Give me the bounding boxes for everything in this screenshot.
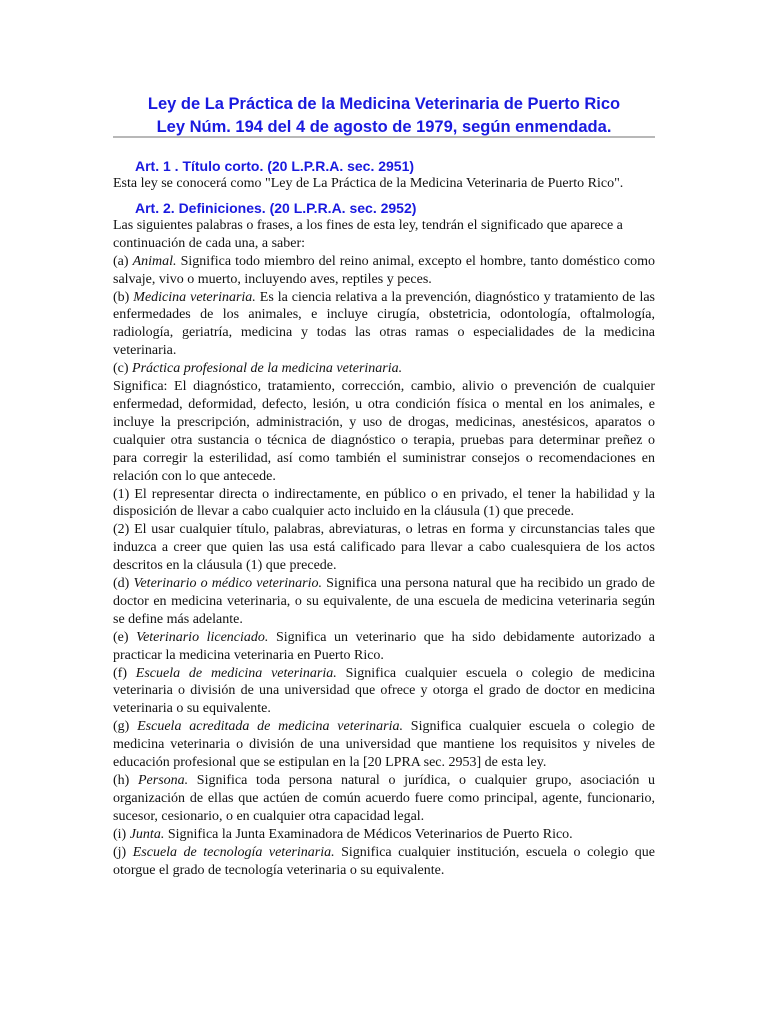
definition-b <box>113 289 655 361</box>
definition-prefix: (g) <box>113 719 138 735</box>
definition-text: Significa cualquier institución, escuela o colegio que otorgue el grado de tecnología veterinaria o su equivalente. <box>113 844 655 878</box>
definition-c-meaning: Significa: El diagnóstico, tratamiento, corrección, cambio, alivio o prevención de cualquier enfermedad, deformidad, defecto, lesión, u otra condición física o mental en los animales, e incluye la prescripción, administración, y uso de drogas, medicinas, anestésicos, aparatos o cualquier otra sustancia o técnica de diagnóstico o terapia, pruebas para determinar preñez o para corregir la esterilidad, así como también el suministrar consejos o recomendaciones en relación con lo que antecede. <box>113 379 655 484</box>
definition-text: Significa todo miembro del reino animal, excepto el hombre, tanto doméstico como salvaje, vivo o muerto, incluyendo aves, reptiles y peces. <box>113 253 655 287</box>
definition-term: Animal. <box>132 253 177 269</box>
definition-prefix: (c) <box>113 361 133 377</box>
definition-j <box>113 844 655 880</box>
definition-prefix: (j) <box>113 844 133 860</box>
title-line-2: Ley Núm. 194 del 4 de agosto de 1979, según enmendada. <box>156 118 612 136</box>
definition-text: Significa cualquier escuela o colegio de medicina veterinaria o división de una universidad que mantiene los requisitos y niveles de educación profesional que se estipulan en la [20 LPRA sec. 2953] de esta ley. <box>113 719 655 771</box>
definition-prefix: (b) <box>113 289 134 305</box>
definition-c-clause-1: (1) El representar directa o indirectamente, en público o en privado, el tener la habilidad y la disposición de llevar a cabo cualquier acto incluido en la cláusula (1) que precede. <box>113 486 655 520</box>
definition-d <box>113 575 655 629</box>
definition-c <box>113 360 655 378</box>
definition-term: Junta. <box>129 826 165 842</box>
definition-f <box>113 665 655 719</box>
definition-c-clause-2: (2) El usar cualquier título, palabras, abreviaturas, o letras en forma y circunstancias tales que induzca a creer que quien las usa está calificado para llevar a cabo cualesquiera de los actos descritos en la cláusula (1) que precede. <box>113 522 655 574</box>
definition-term: Medicina veterinaria. <box>133 289 256 305</box>
definition-text: Es la ciencia relativa a la prevención, diagnóstico y tratamiento de las enfermedades de los animales, e incluye cirugía, obstetricia, odontología, oftalmología, radiología, geriatría, medicina y todas las otras ramas o especialidades de la medicina veterinaria. <box>113 289 655 359</box>
article-2-intro: Las siguientes palabras o frases, a los fines de esta ley, tendrán el significado que aparece a continuación de cada una, a saber: <box>113 217 623 251</box>
article-1-text: Esta ley se conocerá como "Ley de La Práctica de la Medicina Veterinaria de Puerto Rico". <box>113 176 624 191</box>
definition-prefix: (h) <box>113 773 138 788</box>
definition-term: Escuela de medicina veterinaria. <box>135 665 337 681</box>
definition-text: Significa un veterinario que ha sido debidamente autorizado a practicar la medicina veterinaria en Puerto Rico. <box>113 629 655 663</box>
definition-prefix: (d) <box>113 576 134 592</box>
definition-prefix: (a) <box>113 253 133 269</box>
definition-term: Práctica profesional de la medicina veterinaria. <box>132 361 403 377</box>
title-line-1: Ley de La Práctica de la Medicina Veterinaria de Puerto Rico <box>147 95 621 113</box>
title-divider <box>113 136 655 138</box>
definition-a <box>113 253 655 289</box>
article-2-heading: Art. 2. Definiciones. (20 L.P.R.A. sec. 2952) <box>135 199 417 216</box>
definition-h <box>113 772 655 826</box>
definition-prefix: (e) <box>113 629 137 645</box>
definition-term: Escuela de tecnología veterinaria. <box>132 844 335 860</box>
article-1-heading: Art. 1 . Título corto. (20 L.P.R.A. sec. 2951) <box>135 158 415 174</box>
definition-text: Significa la Junta Examinadora de Médicos Veterinarios de Puerto Rico. <box>164 826 573 842</box>
definition-text: Significa toda persona natural o jurídica, o cualquier grupo, asociación u organización de ellas que actúen de común acuerdo fuere como principal, agente, funcionario, sucesor, cesionario, o en cualquier otra capacidad legal. <box>113 773 655 824</box>
definition-prefix: (i) <box>113 826 130 842</box>
definition-prefix: (f) <box>113 665 136 681</box>
definition-i <box>113 826 655 844</box>
definition-e <box>113 629 655 665</box>
definition-text: Significa una persona natural que ha recibido un grado de doctor en medicina veterinaria, o su equivalente, de una escuela de medicina veterinaria según se define más adelante. <box>113 576 655 627</box>
definition-term: Persona. <box>137 773 189 788</box>
definition-term: Escuela acreditada de medicina veterinaria. <box>137 719 403 735</box>
definition-text: Significa cualquier escuela o colegio de medicina veterinaria o división de una universidad que ofrece y otorga el grado de doctor en medicina veterinaria o su equivalente. <box>113 665 655 717</box>
definition-term: Veterinario o médico veterinario. <box>133 576 323 592</box>
definition-g <box>113 718 655 772</box>
definition-term: Veterinario licenciado. <box>136 629 269 645</box>
document-body <box>113 157 655 879</box>
document-title <box>113 93 655 139</box>
